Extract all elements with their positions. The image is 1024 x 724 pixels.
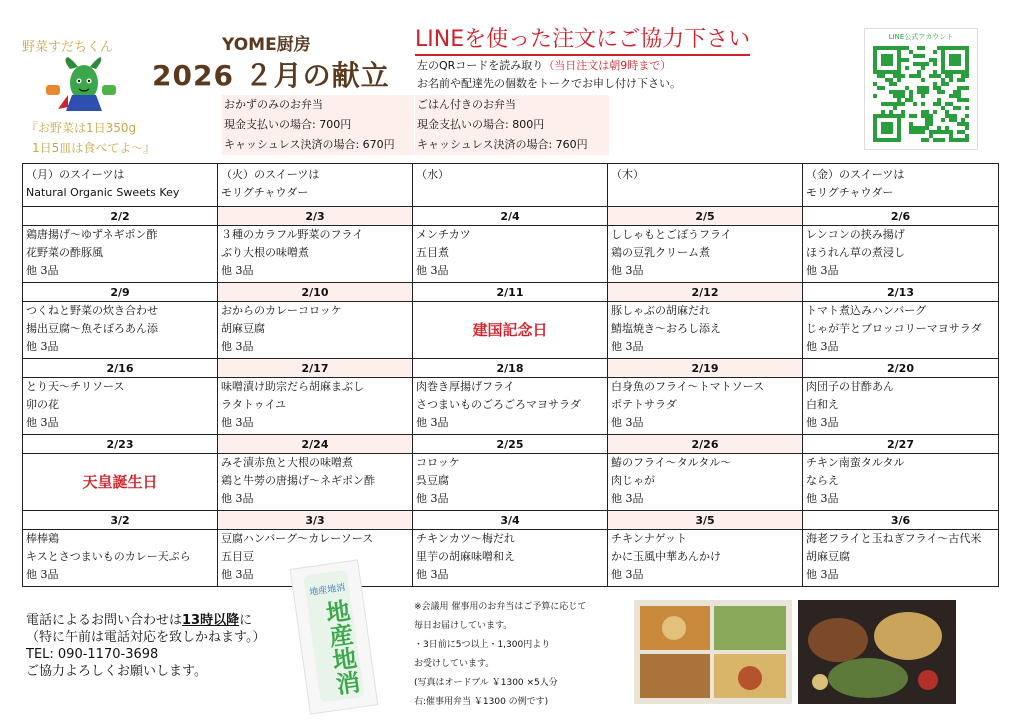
menu-cell: [413, 530, 608, 587]
other-items: 他 3品: [221, 264, 254, 277]
menu-cell: [413, 378, 608, 435]
other-items: 他 3品: [221, 568, 254, 581]
weekday-header-4: [803, 164, 999, 207]
main-dish: 肉巻き厚揚げフライ: [416, 380, 515, 393]
menu-row: [23, 378, 999, 435]
catering-note: [414, 598, 586, 712]
main-dish: ししゃもとごぼうフライ: [611, 228, 732, 241]
menu-cell: [218, 226, 413, 283]
main-dish: レンコンの挟み揚げ: [806, 228, 905, 241]
menu-cell: [218, 302, 413, 359]
other-items: 他 3品: [806, 416, 839, 429]
menu-cell: [803, 302, 999, 359]
main-dish: ３種のカラフル野菜のフライ: [221, 228, 364, 241]
date-row: [23, 283, 999, 302]
main-dish: 肉団子の甘酢あん: [806, 380, 894, 393]
side-dish: 五目煮: [416, 246, 449, 259]
other-items: 他 3品: [611, 568, 644, 581]
price-gohan: [415, 95, 609, 155]
sweets-vendor: モリグチャウダー: [806, 186, 894, 199]
weekday-header-1: [218, 164, 413, 207]
side-dish: ラタトゥイユ: [221, 398, 287, 411]
price-okazu-label: おかずのみのお弁当: [224, 98, 323, 111]
hors-doeuvre-photo: [634, 600, 792, 704]
price-okazu-cashless: キャッシュレス決済の場合: 670円: [224, 138, 395, 151]
menu-cell: [23, 302, 218, 359]
main-dish: コロッケ: [416, 456, 460, 469]
weekday-header-row: [23, 164, 999, 207]
other-items: 他 3品: [611, 340, 644, 353]
menu-cell: [608, 530, 803, 587]
weekday-header-0: [23, 164, 218, 207]
order-instructions: [417, 57, 681, 93]
weekday-label: （金）: [806, 168, 839, 181]
date-row: [23, 511, 999, 530]
date-cell: 2/24: [218, 435, 413, 454]
holiday-cell: 建国記念日: [413, 302, 608, 359]
side-dish: かに玉風中華あんかけ: [611, 550, 721, 563]
date-cell: 2/11: [413, 283, 608, 302]
weekday-header-3: [608, 164, 803, 207]
tagline: [26, 118, 155, 158]
date-cell: 3/2: [23, 511, 218, 530]
side-dish: 白和え: [806, 398, 839, 411]
menu-cell: [608, 454, 803, 511]
menu-table: [22, 163, 999, 587]
main-dish: 豆腐ハンバーグ〜カレーソース: [221, 532, 374, 545]
date-row: [23, 435, 999, 454]
mascot-illustration: [38, 55, 128, 115]
other-items: 他 3品: [806, 492, 839, 505]
menu-cell: [803, 226, 999, 283]
other-items: 他 3品: [26, 568, 59, 581]
other-items: 他 3品: [221, 416, 254, 429]
menu-cell: [23, 226, 218, 283]
main-dish: チキン南蛮タルタル: [806, 456, 905, 469]
menu-cell: [23, 530, 218, 587]
instruction-1: 左のQRコードを読み取り: [417, 59, 544, 72]
phone-number[interactable]: TEL: 090-1170-3698: [26, 647, 159, 662]
qr-pattern: [873, 46, 969, 142]
main-dish: 豚しゃぶの胡麻だれ: [611, 304, 710, 317]
same-day-note: （当日注文は朝9時まで）: [543, 59, 672, 72]
sweets-suffix: のスイーツは: [839, 168, 905, 181]
sweets-vendor: Natural Organic Sweets Key: [26, 186, 180, 199]
menu-cell: [608, 302, 803, 359]
menu-cell: [803, 378, 999, 435]
line-qr-code[interactable]: [864, 28, 978, 150]
other-items: 他 3品: [611, 492, 644, 505]
main-dish: チキンカツ〜梅だれ: [416, 532, 515, 545]
side-dish: さつまいものごろごろマヨサラダ: [416, 398, 581, 411]
weekday-header-2: [413, 164, 608, 207]
weekday-label: （水）: [416, 168, 449, 181]
date-cell: 2/10: [218, 283, 413, 302]
line-order-heading: LINEを使った注文にご協力下さい: [415, 22, 750, 56]
other-items: 他 3品: [221, 492, 254, 505]
other-items: 他 3品: [416, 492, 449, 505]
other-items: 他 3品: [26, 340, 59, 353]
date-cell: 2/18: [413, 359, 608, 378]
main-dish: 白身魚のフライ〜トマトソース: [611, 380, 765, 393]
svg-text:地産地消: 地産地消: [308, 582, 346, 598]
date-cell: 2/16: [23, 359, 218, 378]
side-dish: 揚出豆腐〜魚そぼろあん添: [26, 322, 158, 335]
note-4: お受けしています。: [414, 659, 495, 669]
menu-cell: [803, 454, 999, 511]
menu-cell: [218, 454, 413, 511]
date-row: [23, 207, 999, 226]
date-cell: 3/6: [803, 511, 999, 530]
date-cell: 2/3: [218, 207, 413, 226]
menu-cell: [413, 454, 608, 511]
event-bento-photo: [798, 600, 956, 704]
tagline-line-1: 『お野菜は1日350g: [26, 121, 137, 135]
side-dish: 里芋の胡麻味噌和え: [416, 550, 515, 563]
main-dish: つくねと野菜の炊き合わせ: [26, 304, 158, 317]
side-dish: 卯の花: [26, 398, 59, 411]
date-row: [23, 359, 999, 378]
other-items: 他 3品: [416, 568, 449, 581]
other-items: 他 3品: [806, 264, 839, 277]
note-5: (写真はオードブル ￥1300 ×5人分: [414, 678, 558, 688]
date-cell: 2/23: [23, 435, 218, 454]
price-gohan-cash: 現金支払いの場合: 800円: [417, 118, 545, 131]
other-items: 他 3品: [416, 264, 449, 277]
weekday-label: （月）: [26, 168, 59, 181]
date-cell: 2/4: [413, 207, 608, 226]
tagline-line-2: 1日5皿は食べてよ〜』: [32, 141, 156, 155]
contact-line-4: ご協力よろしくお願いします。: [26, 664, 207, 679]
side-dish: 肉じゃが: [611, 474, 655, 487]
menu-cell: [218, 378, 413, 435]
date-cell: 2/13: [803, 283, 999, 302]
main-dish: 棒棒鶏: [26, 532, 59, 545]
qr-label: LINE公式アカウント: [888, 33, 954, 41]
weekday-label: （火）: [221, 168, 254, 181]
side-dish: ぶり大根の味噌煮: [221, 246, 309, 259]
other-items: 他 3品: [221, 340, 254, 353]
note-1: ※会議用 催事用のお弁当はご予算に応じて: [414, 602, 587, 612]
note-3: ・3日前に5つ以上・1,300円より: [414, 640, 551, 650]
menu-cell: [803, 530, 999, 587]
side-dish: キスとさつまいものカレー天ぷら: [26, 550, 191, 563]
banner-text: 地産地消: [319, 597, 362, 697]
other-items: 他 3品: [806, 568, 839, 581]
side-dish: 鯖塩焼き〜おろし添え: [611, 322, 721, 335]
side-dish: 胡麻豆腐: [806, 550, 850, 563]
contact-hours: 13時以降: [182, 613, 240, 628]
date-cell: 2/2: [23, 207, 218, 226]
menu-cell: [23, 378, 218, 435]
other-items: 他 3品: [806, 340, 839, 353]
page-title: 2026 ２月の献立: [152, 59, 390, 92]
side-dish: ポテトサラダ: [611, 398, 677, 411]
holiday-cell: 天皇誕生日: [23, 454, 218, 511]
date-cell: 2/17: [218, 359, 413, 378]
main-dish: トマト煮込みハンバーグ: [806, 304, 927, 317]
weekday-label: （木）: [611, 168, 644, 181]
contact-line-1-pre: 電話によるお問い合わせは: [26, 613, 183, 628]
side-dish: 鶏と牛蒡の唐揚げ〜ネギポン酢: [221, 474, 375, 487]
date-cell: 2/9: [23, 283, 218, 302]
brand-name: YOME厨房: [222, 35, 311, 55]
side-dish: 鶏の豆乳クリーム煮: [611, 246, 710, 259]
contact-info: [26, 612, 265, 680]
side-dish: 胡麻豆腐: [221, 322, 265, 335]
side-dish: 呉豆腐: [416, 474, 449, 487]
contact-line-1-post: に: [239, 613, 253, 628]
instruction-2: お名前や配達先の個数をトークでお申し付け下さい。: [417, 77, 681, 90]
side-dish: ほうれん草の煮浸し: [806, 246, 905, 259]
sweets-suffix: のスイーツは: [59, 168, 125, 181]
sweets-vendor: モリグチャウダー: [221, 186, 309, 199]
date-cell: 2/5: [608, 207, 803, 226]
date-cell: 2/19: [608, 359, 803, 378]
main-dish: チキンナゲット: [611, 532, 688, 545]
contact-line-2: （特に午前は電話対応を致しかねます。）: [26, 630, 266, 645]
other-items: 他 3品: [611, 416, 644, 429]
menu-row: [23, 454, 999, 511]
menu-row: [23, 226, 999, 283]
menu-row: [23, 530, 999, 587]
main-dish: メンチカツ: [416, 228, 471, 241]
other-items: 他 3品: [26, 416, 59, 429]
price-gohan-label: ごはん付きのお弁当: [417, 98, 516, 111]
note-6: 右:催事用弁当 ￥1300 の例です): [414, 697, 549, 707]
main-dish: 鶏唐揚げ〜ゆずネギポン酢: [26, 228, 158, 241]
side-dish: 五目豆: [221, 550, 254, 563]
main-dish: 味噌漬け助宗だら胡麻まぶし: [221, 380, 364, 393]
date-cell: 2/6: [803, 207, 999, 226]
side-dish: じゃが芋とブロッコリーマヨサラダ: [806, 322, 982, 335]
date-cell: 3/3: [218, 511, 413, 530]
note-2: 毎日お届けしています。: [414, 621, 513, 631]
other-items: 他 3品: [26, 264, 59, 277]
date-cell: 2/26: [608, 435, 803, 454]
main-dish: みそ漬赤魚と大根の味噌煮: [221, 456, 353, 469]
price-okazu-cash: 現金支払いの場合: 700円: [224, 118, 352, 131]
price-okazu: [222, 95, 414, 155]
menu-cell: [413, 226, 608, 283]
date-cell: 2/25: [413, 435, 608, 454]
date-cell: 3/4: [413, 511, 608, 530]
main-dish: おからのカレーコロッケ: [221, 304, 342, 317]
sweets-suffix: のスイーツは: [254, 168, 320, 181]
main-dish: とり天〜チリソース: [26, 380, 125, 393]
mascot-name: 野菜すだちくん: [22, 40, 114, 55]
main-dish: 海老フライと玉ねぎフライ〜古代米: [806, 532, 982, 545]
menu-cell: [608, 378, 803, 435]
main-dish: 鰆のフライ〜タルタル〜: [611, 456, 732, 469]
date-cell: 2/12: [608, 283, 803, 302]
date-cell: 2/20: [803, 359, 999, 378]
date-cell: 2/27: [803, 435, 999, 454]
menu-cell: [608, 226, 803, 283]
price-gohan-cashless: キャッシュレス決済の場合: 760円: [417, 138, 588, 151]
side-dish: ならえ: [806, 474, 839, 487]
side-dish: 花野菜の酢豚風: [26, 246, 103, 259]
other-items: 他 3品: [611, 264, 644, 277]
date-cell: 3/5: [608, 511, 803, 530]
menu-row: [23, 302, 999, 359]
other-items: 他 3品: [416, 416, 449, 429]
